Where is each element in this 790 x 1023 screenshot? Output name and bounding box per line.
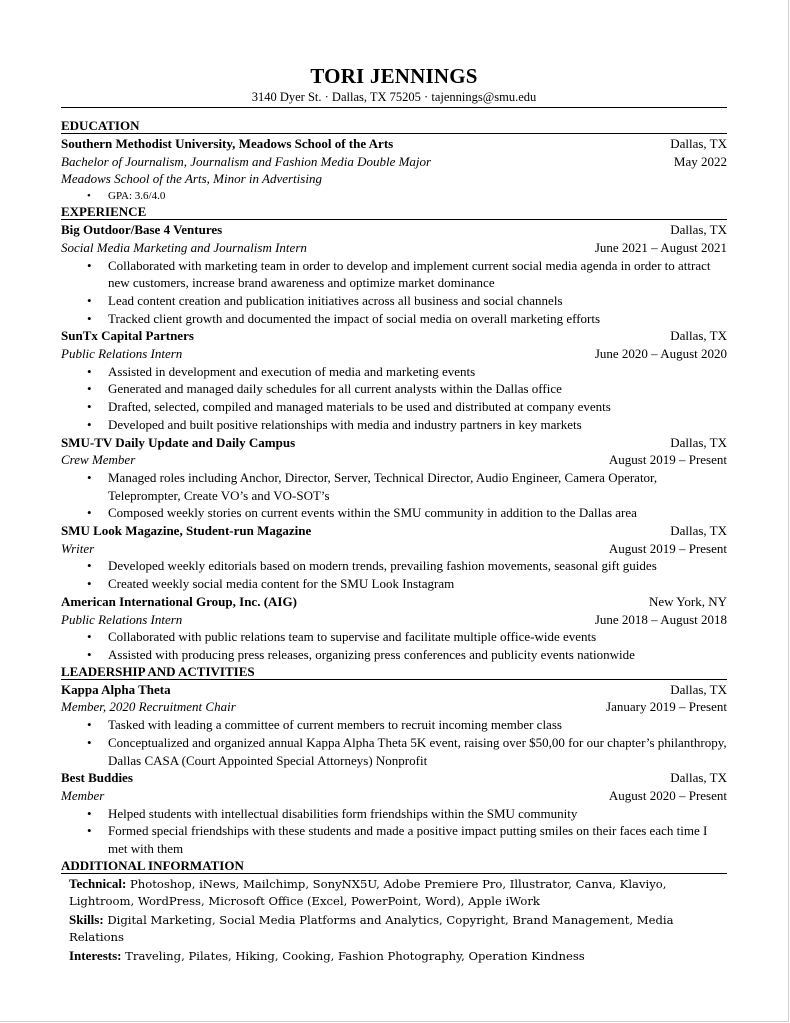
section-divider bbox=[61, 133, 727, 134]
entry-bullets bbox=[61, 257, 727, 328]
entry-role-row bbox=[61, 611, 727, 629]
bullet-item: • Tasked with leading a committee of current members to recruit incoming member class bbox=[108, 716, 727, 734]
education-row bbox=[61, 135, 727, 153]
entry-bullets bbox=[61, 557, 727, 592]
entry bbox=[61, 769, 727, 858]
entry-location: Dallas, TX bbox=[670, 328, 727, 344]
technical-label: Technical: bbox=[69, 875, 127, 891]
entry-header-row bbox=[61, 434, 727, 452]
entry-dates: June 2020 – August 2020 bbox=[594, 346, 727, 362]
bullet-item: • Generated and managed daily schedules for all current analysts within the Dallas office bbox=[108, 380, 727, 398]
leadership-list bbox=[61, 681, 727, 858]
bullet-item: • Assisted with producing press releases, organizing press conferences and publicity events nationwide bbox=[108, 646, 727, 664]
entry-role: Member bbox=[61, 787, 105, 803]
entry-dates: June 2021 – August 2021 bbox=[594, 239, 727, 255]
entry-location: Dallas, TX bbox=[670, 681, 727, 697]
organization-name: Kappa Alpha Theta bbox=[61, 681, 171, 697]
bullet-item: • Created weekly social media content for the SMU Look Instagram bbox=[108, 575, 727, 593]
bullet-item: • Developed weekly editorials based on modern trends, prevailing fashion movements, seasonal gift guides bbox=[108, 557, 727, 575]
entry-role-row bbox=[61, 239, 727, 257]
interests-label: Interests: bbox=[69, 947, 122, 963]
skills-line bbox=[61, 911, 727, 947]
entry-header-row bbox=[61, 593, 727, 611]
school-location: Dallas, TX bbox=[670, 136, 727, 151]
bullet-item: • Tracked client growth and documented the impact of social media on overall marketing efforts bbox=[108, 310, 727, 328]
bullet-item: • Developed and built positive relationships with media and industry partners in key markets bbox=[108, 416, 727, 434]
experience-list bbox=[61, 221, 727, 664]
bullet-item: • Lead content creation and publication initiatives across all business and social channels bbox=[108, 292, 727, 310]
contact-line: 3140 Dyer St. · Dallas, TX 75205 · tajennings@smu.edu bbox=[251, 90, 537, 104]
resume-name: TORI JENNINGS bbox=[310, 64, 478, 88]
entry-header-row bbox=[61, 327, 727, 345]
entry bbox=[61, 681, 727, 770]
organization-name: SMU-TV Daily Update and Daily Campus bbox=[61, 434, 296, 450]
section-divider bbox=[61, 873, 727, 874]
skills-label: Skills: bbox=[69, 911, 104, 927]
section-divider bbox=[61, 679, 727, 680]
section-heading-experience: EXPERIENCE bbox=[61, 204, 147, 220]
bullet-item: • Composed weekly stories on current events within the SMU community in addition to the Dallas area bbox=[108, 504, 727, 522]
section-heading-leadership: LEADERSHIP AND ACTIVITIES bbox=[61, 663, 255, 679]
entry-location: Dallas, TX bbox=[670, 222, 727, 238]
entry bbox=[61, 221, 727, 327]
entry-role-row bbox=[61, 787, 727, 805]
entry-role-row bbox=[61, 451, 727, 469]
entry-role-row bbox=[61, 345, 727, 363]
skills-value: Digital Marketing, Social Media Platforms and Analytics, Copyright, Brand Management, Media Relations bbox=[69, 912, 674, 945]
entry-dates: August 2019 – Present bbox=[608, 540, 727, 556]
technical-line bbox=[61, 875, 727, 911]
technical-value: Photoshop, iNews, Mailchimp, SonyNX5U, Adobe Premiere Pro, Illustrator, Canva, Klaviyo, Lightroom, WordPress, Microsoft Office (Excel, PowerPoint, Word), Apple iWork bbox=[69, 876, 667, 909]
interests-line bbox=[61, 947, 727, 966]
entry-dates: August 2019 – Present bbox=[608, 452, 727, 468]
entry-role-row bbox=[61, 698, 727, 716]
graduation-date: May 2022 bbox=[673, 153, 727, 169]
entry-location: Dallas, TX bbox=[670, 770, 727, 786]
entry-role-row bbox=[61, 540, 727, 558]
interests-value: Traveling, Pilates, Hiking, Cooking, Fashion Photography, Operation Kindness bbox=[125, 948, 585, 963]
bullet-item: • Assisted in development and execution of media and marketing events bbox=[108, 363, 727, 381]
header-divider bbox=[61, 107, 727, 108]
entry-bullets bbox=[61, 469, 727, 522]
bullet-item: • Managed roles including Anchor, Director, Server, Technical Director, Audio Engineer, Camera Operator, Teleprompter, Create VO’s and VO-SOT’s bbox=[108, 469, 727, 504]
entry-location: Dallas, TX bbox=[670, 523, 727, 539]
entry-header-row bbox=[61, 681, 727, 699]
gpa: • GPA: 3.6/4.0 bbox=[108, 188, 727, 204]
minor: Meadows School of the Arts, Minor in Advertising bbox=[61, 171, 322, 187]
bullet-item: • Drafted, selected, compiled and managed materials to be used and distributed at company events bbox=[108, 398, 727, 416]
entry-bullets bbox=[61, 628, 727, 663]
education-bullets bbox=[61, 188, 727, 204]
organization-name: American International Group, Inc. (AIG) bbox=[61, 593, 297, 609]
entry bbox=[61, 434, 727, 523]
entry-header-row bbox=[61, 221, 727, 239]
entry-header-row bbox=[61, 769, 727, 787]
organization-name: SunTx Capital Partners bbox=[61, 328, 194, 344]
bullet-item: • Helped students with intellectual disabilities form friendships within the SMU community bbox=[108, 805, 727, 823]
entry-role: Social Media Marketing and Journalism Intern bbox=[61, 239, 307, 255]
entry-location: Dallas, TX bbox=[670, 434, 727, 450]
entry-bullets bbox=[61, 716, 727, 769]
school-name: Southern Methodist University, Meadows School of the Arts bbox=[61, 136, 394, 151]
entry-header-row bbox=[61, 522, 727, 540]
entry-role: Public Relations Intern bbox=[61, 611, 183, 627]
degree-row bbox=[61, 153, 727, 171]
entry-location: New York, NY bbox=[648, 593, 727, 609]
entry-dates: January 2019 – Present bbox=[606, 699, 727, 715]
entry-dates: June 2018 – August 2018 bbox=[594, 611, 727, 627]
entry-bullets bbox=[61, 805, 727, 858]
bullet-item: • Collaborated with public relations team to supervise and facilitate multiple office-wide events bbox=[108, 628, 727, 646]
section-divider bbox=[61, 219, 727, 220]
section-heading-additional: ADDITIONAL INFORMATION bbox=[61, 857, 244, 873]
organization-name: Best Buddies bbox=[61, 770, 133, 786]
entry-role: Crew Member bbox=[61, 452, 136, 468]
entry bbox=[61, 327, 727, 433]
entry-role: Writer bbox=[61, 540, 95, 556]
entry bbox=[61, 593, 727, 664]
section-heading-education: EDUCATION bbox=[61, 118, 140, 133]
bullet-item: • Formed special friendships with these students and made a positive impact putting smiles on their faces each time I met with them bbox=[108, 822, 727, 857]
entry bbox=[61, 522, 727, 593]
resume-document bbox=[61, 63, 727, 965]
entry-role: Public Relations Intern bbox=[61, 346, 183, 362]
organization-name: SMU Look Magazine, Student-run Magazine bbox=[61, 523, 312, 539]
entry-bullets bbox=[61, 363, 727, 434]
bullet-item: • Collaborated with marketing team in order to develop and implement current social media agenda in order to attract new customers, increase brand awareness and optimize market dominance bbox=[108, 257, 727, 292]
organization-name: Big Outdoor/Base 4 Ventures bbox=[61, 222, 223, 238]
entry-dates: August 2020 – Present bbox=[608, 787, 727, 803]
bullet-item: • Conceptualized and organized annual Kappa Alpha Theta 5K event, raising over $50,00 for our chapter’s philanthropy, Dallas CASA (Court Appointed Special Attorneys) Nonprofit bbox=[108, 734, 727, 769]
entry-role: Member, 2020 Recruitment Chair bbox=[61, 699, 236, 715]
degree: Bachelor of Journalism, Journalism and Fashion Media Double Major bbox=[61, 153, 432, 169]
